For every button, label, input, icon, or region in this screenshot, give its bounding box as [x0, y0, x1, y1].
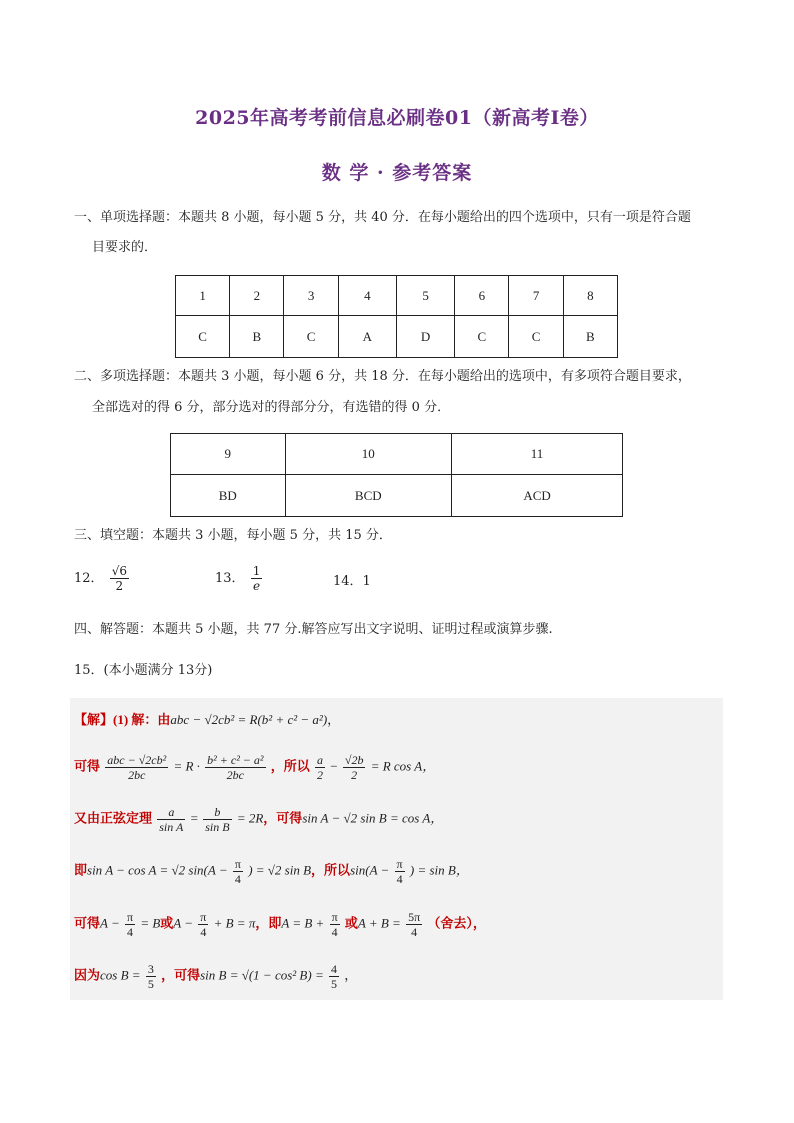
solution-box [70, 698, 723, 1000]
answer-13-denominator: e [252, 579, 261, 593]
solution-line-6: 因为cos B = $\frac{3}{5}$ ，可得sin B = √(1 − cos² B) = $\frac{4}{5}$ ， [74, 962, 358, 991]
section1-text-line1: 一、单项选择题：本题共 8 小题，每小题 5 分，共 40 分．在每小题给出的四个选项中，只有一项是符合题 [74, 210, 691, 225]
answer-13 [215, 564, 264, 593]
table-cell: C [455, 316, 509, 358]
section1-answer-table [175, 275, 618, 358]
section1-text-line2: 目要求的． [92, 240, 158, 255]
section3-text: 三、填空题：本题共 3 小题，每小题 5 分，共 15 分． [74, 528, 392, 543]
table-cell: 2 [230, 276, 284, 316]
answer-12-denominator: 2 [115, 579, 124, 593]
table-cell: B [230, 316, 284, 358]
table-cell: C [176, 316, 230, 358]
answer-12-label: 12． [74, 571, 104, 586]
answer-13-numerator: 1 [252, 564, 261, 578]
table-cell: A [338, 316, 396, 358]
table-cell: 5 [396, 276, 454, 316]
section4-text: 四、解答题：本题共 5 小题，共 77 分.解答应写出文字说明、证明过程或演算步骤. [74, 622, 553, 637]
solution-line-2: 可得 $\frac{\text{abc − √2cb²}}{2bc}$ = R · $\frac{\text{b² + c² − a²}}{2bc}$ ，所以 $\frac{a}{2}$ − $\frac{√2b}{2}$ = R cos A， [74, 753, 436, 782]
table-cell: ACD [452, 475, 623, 517]
answer-13-label: 13． [215, 571, 245, 586]
section2-text-line2: 全部选对的得 6 分，部分选对的得部分分，有选错的得 0 分． [92, 400, 451, 415]
table-cell: 6 [455, 276, 509, 316]
table-cell: 11 [452, 434, 623, 475]
page-title: 2025年高考考前信息必刷卷01（新高考Ⅰ卷） [195, 107, 599, 129]
table-cell: B [563, 316, 617, 358]
table-cell: 1 [176, 276, 230, 316]
solution-line-5: 可得A − $\frac{\pi}{4}$ = B或A − $\frac{\pi}{4}$ + B = π，即A = B + $\frac{\pi}{4}$ 或A + B = $\frac{5\pi}{4}$ （舍去）， [74, 910, 486, 939]
table-cell: 7 [509, 276, 563, 316]
section2-text-line1: 二、多项选择题：本题共 3 小题，每小题 6 分，共 18 分．在每小题给出的选项中，有多项符合题目要求， [74, 369, 691, 384]
table-cell: 3 [284, 276, 338, 316]
table-cell: 9 [171, 434, 286, 475]
question-15-header: 15．(本小题满分 13分) [74, 663, 213, 678]
table-cell: C [509, 316, 563, 358]
table-cell: D [396, 316, 454, 358]
table-cell: 10 [285, 434, 452, 475]
section2-answer-table [170, 433, 623, 517]
table-cell: C [284, 316, 338, 358]
page-subtitle: 数 学 · 参考答案 [321, 162, 473, 184]
solution-line-3: 又由正弦定理 $\frac{a}{\text{sin A}}$ = $\frac{b}{\text{sin B}}$ = 2R，可得sin A − √2 sin B = cos A， [74, 805, 444, 834]
answer-14: 14．1 [333, 574, 371, 589]
solution-line-4: 即sin A − cos A = √2 sin(A − $\frac{\pi}{4}$ ) = √2 sin B，所以sin(A − $\frac{\pi}{4}$ ) = sin B， [74, 857, 469, 886]
solution-line-1: 【解】(1) 解：由abc − √2cb² = R(b² + c² − a²)， [74, 712, 341, 727]
table-cell: 8 [563, 276, 617, 316]
answer-12-numerator: √6 [111, 564, 127, 578]
answer-12 [74, 564, 131, 593]
table-cell: BD [171, 475, 286, 517]
table-cell: BCD [285, 475, 452, 517]
table-cell: 4 [338, 276, 396, 316]
